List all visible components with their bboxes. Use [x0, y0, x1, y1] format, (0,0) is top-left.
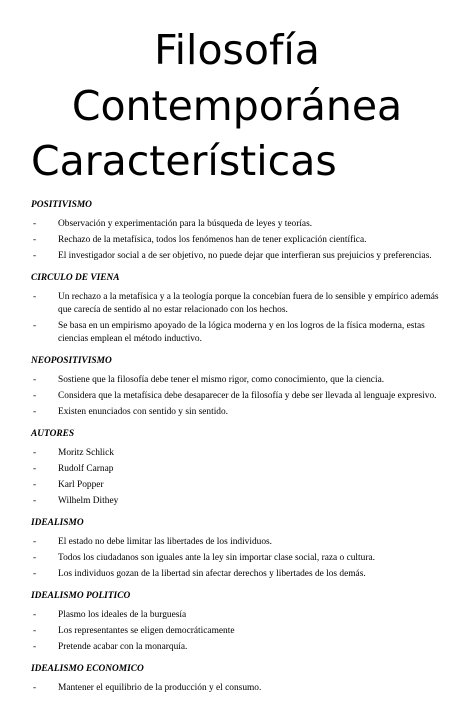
list-item — [31, 250, 451, 263]
list-item — [31, 234, 451, 247]
section — [31, 428, 451, 508]
list-item — [31, 641, 451, 654]
list-item-text: Wilhelm Dithey — [58, 496, 119, 506]
dash-bullet: - — [33, 642, 37, 652]
section-heading: CIRCULO DE VIENA — [31, 273, 120, 283]
subtitle-heading: Características — [31, 137, 337, 185]
bullet-list — [31, 447, 451, 508]
list-item-text: El estado no debe limitar las libertades de los individuos. — [58, 537, 273, 547]
list-item — [31, 609, 451, 622]
list-item — [31, 218, 451, 231]
section-heading: IDEALISMO ECONOMICO — [31, 664, 144, 674]
list-item — [31, 536, 451, 549]
title-line-2: Contemporánea — [71, 82, 403, 130]
dash-bullet: - — [33, 683, 37, 693]
dash-bullet: - — [33, 496, 37, 506]
section-heading: POSITIVISMO — [31, 200, 92, 210]
list-item-text: Todos los ciudadanos son iguales ante la ley sin importar clase social, raza o cultura. — [58, 553, 375, 563]
list-item — [31, 447, 451, 460]
list-item — [31, 568, 451, 581]
list-item-text: Mantener el equilibrio de la producción y el consumo. — [58, 683, 262, 693]
list-item-text: El investigador social a de ser objetivo, no puede dejar que interfieran sus prejuicios y preferencias. — [58, 251, 432, 261]
section-heading: IDEALISMO POLITICO — [31, 591, 131, 601]
section — [31, 663, 451, 695]
list-item-text: Rechazo de la metafísica, todos los fenómenos han de tener explicación científica. — [58, 235, 367, 245]
document-body — [31, 199, 451, 704]
section-heading: NEOPOSITIVISMO — [31, 356, 112, 366]
list-item-text: Moritz Schlick — [58, 448, 114, 458]
dash-bullet: - — [33, 537, 37, 547]
section-heading: AUTORES — [31, 429, 75, 439]
list-item-text: Plasmo los ideales de la burguesía — [58, 610, 187, 620]
section — [31, 199, 451, 263]
bullet-list — [31, 218, 451, 263]
list-item — [31, 390, 451, 403]
list-item-text: Pretende acabar con la monarquía. — [58, 642, 188, 652]
list-item — [31, 463, 451, 476]
list-item-text: Los individuos gozan de la libertad sin afectar derechos y libertades de los demás. — [58, 569, 366, 579]
dash-bullet: - — [33, 407, 37, 417]
list-item-text: Considera que la metafísica debe desaparecer de la filosofía y debe ser llevada al lenguaje expresivo. — [58, 391, 437, 401]
bullet-list — [31, 536, 451, 581]
bullet-list — [31, 374, 451, 419]
list-item — [31, 374, 451, 387]
list-item-text: Rudolf Carnap — [58, 464, 114, 474]
dash-bullet: - — [33, 219, 37, 229]
dash-bullet: - — [33, 610, 37, 620]
bullet-list — [31, 609, 451, 654]
list-item-text: Karl Popper — [58, 480, 104, 490]
dash-bullet: - — [33, 292, 37, 302]
list-item — [31, 625, 451, 638]
dash-bullet: - — [33, 391, 37, 401]
dash-bullet: - — [33, 464, 37, 474]
list-item — [31, 479, 451, 492]
list-item — [31, 552, 451, 565]
list-item — [31, 406, 451, 419]
dash-bullet: - — [33, 375, 37, 385]
list-item-text: Se basa en un empirismo apoyado de la lógica moderna y en los logros de la física moderna, estas ciencias emplean el método inductivo. — [58, 321, 425, 344]
bullet-list — [31, 682, 451, 695]
title-line-1: Filosofía — [154, 26, 320, 74]
list-item — [31, 682, 451, 695]
section — [31, 517, 451, 581]
section — [31, 355, 451, 419]
list-item-text: Un rechazo a la metafísica y a la teología porque la concebían fuera de lo sensible y empírico además que carecía de sentido al no estar relacionado con los hechos. — [58, 292, 439, 315]
dash-bullet: - — [33, 626, 37, 636]
list-item-text: Observación y experimentación para la búsqueda de leyes y teorías. — [58, 219, 313, 229]
dash-bullet: - — [33, 553, 37, 563]
dash-bullet: - — [33, 480, 37, 490]
list-item-text: Los representantes se eligen democráticamente — [58, 626, 235, 636]
dash-bullet: - — [33, 569, 37, 579]
list-item-text: Existen enunciados con sentido y sin sentido. — [58, 407, 229, 417]
dash-bullet: - — [33, 235, 37, 245]
section-heading: IDEALISMO — [31, 518, 84, 528]
bullet-list — [31, 291, 451, 346]
dash-bullet: - — [33, 448, 37, 458]
list-item-text: Sostiene que la filosofía debe tener el mismo rigor, como conocimiento, que la ciencia. — [58, 375, 385, 385]
dash-bullet: - — [33, 251, 37, 261]
list-item — [31, 291, 451, 317]
dash-bullet: - — [33, 321, 37, 331]
section — [31, 272, 451, 346]
list-item — [31, 495, 451, 508]
list-item — [31, 320, 451, 346]
section — [31, 590, 451, 654]
